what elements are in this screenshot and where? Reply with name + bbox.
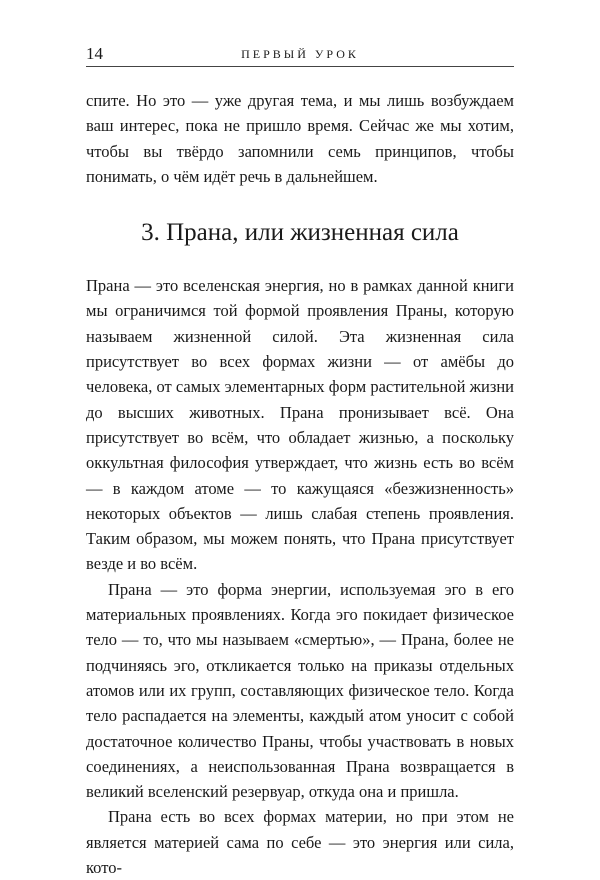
running-title: ПЕРВЫЙ УРОК: [241, 47, 359, 61]
continued-paragraph: спите. Но это — уже другая тема, и мы лишь возбуждаем ваш интерес, пока не пришло время. Сейчас же мы хотим, чтобы вы твёрдо запомнили семь принципов, чтобы понимать, о чём идёт речь в дальнейшем.: [86, 91, 514, 186]
body-paragraph: Прана — это форма энергии, используемая эго в его материальных проявлениях. Когда эго покидает физическое тело — то, что мы называем «смертью», — Прана, более не подчиняясь эго, откликается только на приказы отдельных атомов или их групп, составляющих физическое тело. Когда тело распадается на элементы, каждый атом уносит с собой достаточное количество Праны, чтобы участвовать в новых соединениях, а неиспользованная Прана возвращается в великий вселенский резервуар, откуда она и пришла.: [86, 579, 514, 802]
section-heading: 3. Прана, или жизненная сила: [141, 219, 459, 247]
body-paragraph: Прана есть во всех формах материи, но при этом не является материей сама по себе — это энергия или сила, кото-: [86, 807, 514, 878]
body-paragraph: Прана — это вселенская энергия, но в рамках данной книги мы ограничимся той формой проявления Праны, которую называем жизненной силой. Эта жизненная сила присутствует во всех формах жизни — от амёбы до человека, от самых элементарных форм растительной жизни до высших животных. Прана пронизывает всё. Она присутствует во всём, что обладает жизнью, а поскольку оккультная философия утверждает, что жизнь есть во всём — в каждом атоме — то кажущаяся «безжизненность» некоторых объектов — лишь слабая степень проявления. Таким образом, мы можем понять, что Прана присутствует везде и во всём.: [86, 276, 514, 574]
page-number: 14: [86, 44, 103, 63]
page-body: [86, 88, 514, 880]
page-header: [86, 44, 514, 67]
